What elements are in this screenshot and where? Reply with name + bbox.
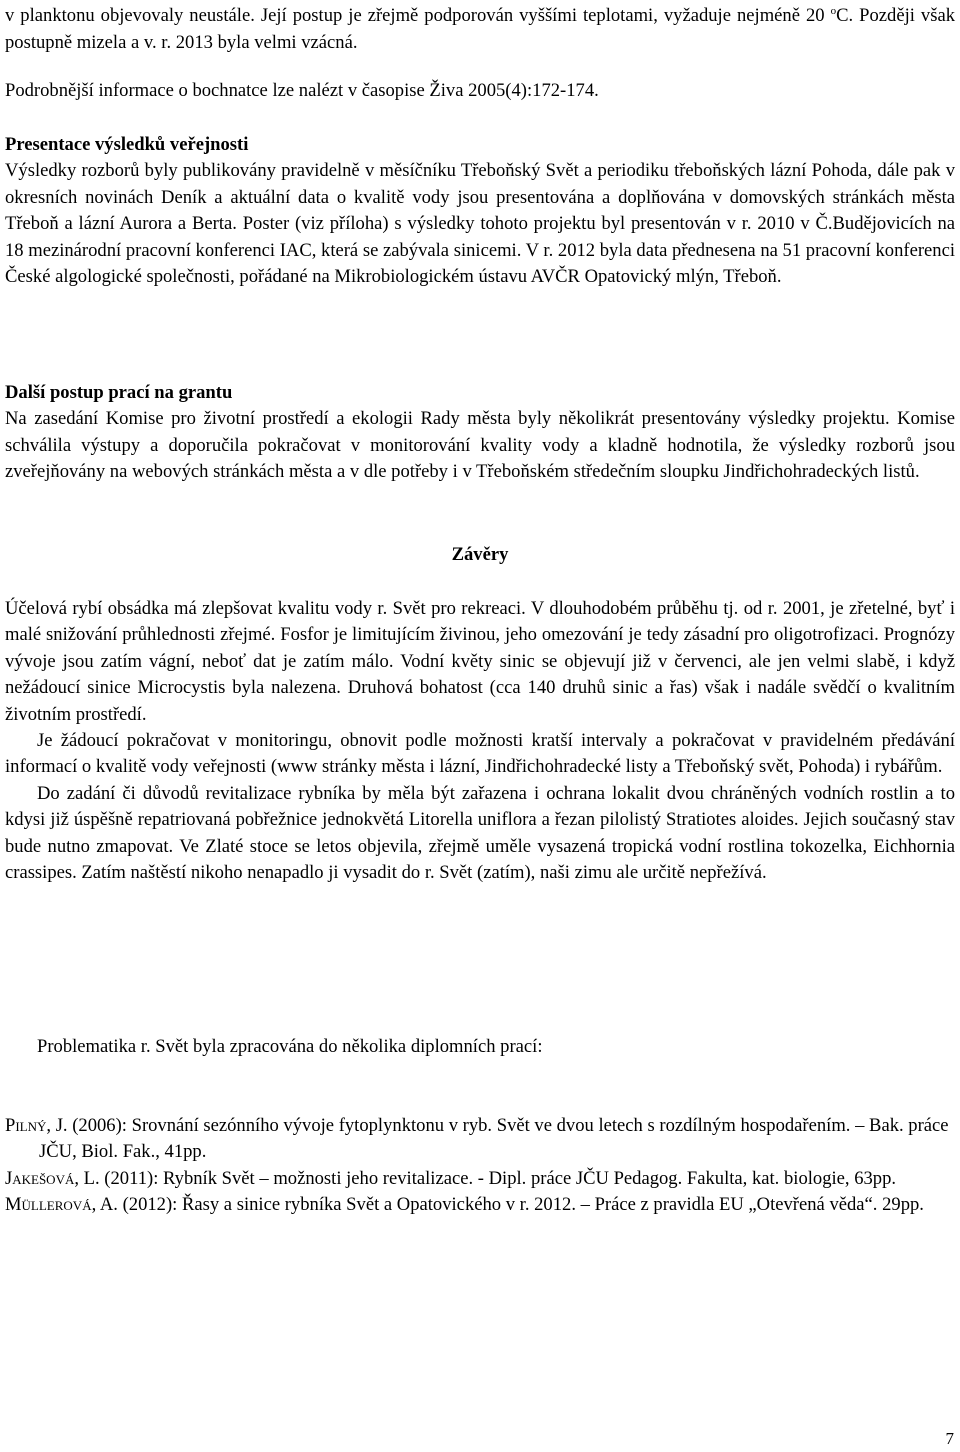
page-number: 7 [945,1429,954,1448]
intro-paragraph: v planktonu objevovaly neustále. Její postup je zřejmě podporován vyššími teplotami, vyžaduje nejméně 20 $^o$C. Později však postupně mizela a v. r. 2013 byla velmi vzácná. [5,5,955,53]
reference-line: Podrobnější informace o bochnatce lze nalézt v časopise Živa 2005(4):172-174. [5,80,599,101]
presentation-paragraph: Výsledky rozborů byly publikovány pravidelně v měsíčníku Třeboňský Svět a periodiku třeboňských lázní Pohoda, dále pak v okresních novinách Deník a aktuální data o kvalitě vody jsou presentována a doplňována v domovských stránkách města Třeboň a lázní Aurora a Berta. Poster (viz příloha) s výsledky tohoto projektu byl presentován v r. 2010 v Č.Budějovicích na 18 mezinárodní pracovní konferenci IAC, která se zabývala sinicemi. V r. 2012 byla data přednesena na 51 pracovní konferenci České algologické společnosti, pořádané na Mikrobiologickém ústavu AVČR Opatovický mlýn, Třeboň. [5,160,955,288]
reference-item: Müllerová, A. (2012): Řasy a sinice rybníka Svět a Opatovického v r. 2012. – Práce z pravidla EU „Otevřená věda“. 29pp. [5,1194,924,1216]
conclusions-paragraph-1: Účelová rybí obsádka má zlepšovat kvalitu vody r. Svět pro rekreaci. V dlouhodobém průběhu tj. od r. 2001, je zřetelné, byť i malé snižování průhlednosti zřejmé. Fosfor je limitujícím živinou, jeho omezování je tedy zásadní pro oligotrofizaci. Prognózy vývoje jsou zatím vágní, neboť dat je zatím málo. Vodní květy sinic se objevují již v červenci, ale jen velmi slabě, i když nežádoucí sinice Microcystis byla nalezena. Druhová bohatost (cca 140 druhů sinic a řas) však i nadále svědčí o kvalitním životním prostředí. [5,598,955,725]
references-list [5,1113,955,1219]
conclusions-paragraph-3: Do zadání či důvodů revitalizace rybníka by měla být zařazena i ochrana lokalit dvou chráněných vodních rostlin a to kdysi již úspěšně repatriovaná pobřežnice jednokvětá Litorella uniflora a řezan pilolistý Stratiotes aloides. Jejich současný stav bude nutno zmapovat. Ve Zlaté stoce se letos objevila, zřejmě uměle vysazená tropická vodní rostlina tokozelka, Eichhornia crassipes. Zatím naštěstí nikoho nenapadlo ji vysadit do r. Svět (zatím), naši zimu ale určitě nepřežívá. [5,782,955,884]
section-heading-presentation: Presentace výsledků veřejnosti [5,134,249,155]
section-heading-next-steps: Další postup prací na grantu [5,382,233,403]
next-steps-paragraph: Na zasedání Komise pro životní prostředí a ekologii Rady města byly několikrát presentovány výsledky projektu. Komise schválila výstupy a doporučila pokračovat v monitorování kvality vody a kladně hodnotila, že výsledky rozborů jsou zveřejňovány na webových stránkách města a v dle potřeby i v Třeboňském středečním sloupku Jindřichohradeckých listů. [5,408,955,483]
conclusions-title: Závěry [451,544,509,565]
intro-block [5,0,955,56]
next-steps-section [5,380,955,486]
degree-mark: o [830,5,837,17]
presentation-section [5,132,955,290]
conclusions-paragraph-2: Je žádoucí pokračovat v monitoringu, obnovit podle možnosti kratší intervaly a pokračovat v pravidelném předávání informací o kvalitě vody veřejnosti (www stránky města i lázní, Jindřichohradecké listy a Třeboňský svět, Pohoda) i rybářům. [5,730,955,778]
conclusions-section [5,596,955,886]
theses-intro: Problematika r. Svět byla zpracována do několika diplomních prací: [37,1036,543,1057]
reference-item: Jakešová, L. (2011): Rybník Svět – možnosti jeho revitalizace. - Dipl. práce JČU Pedagog. Fakulta, kat. biologie, 63pp. [5,1167,897,1189]
reference-item: Pilný, J. (2006): Srovnání sezónního vývoje fytoplynktonu v ryb. Svět ve dvou letech s rozdílným hospodařením. – Bak. práce JČU, Biol. Fak., 41pp. [5,1115,949,1163]
